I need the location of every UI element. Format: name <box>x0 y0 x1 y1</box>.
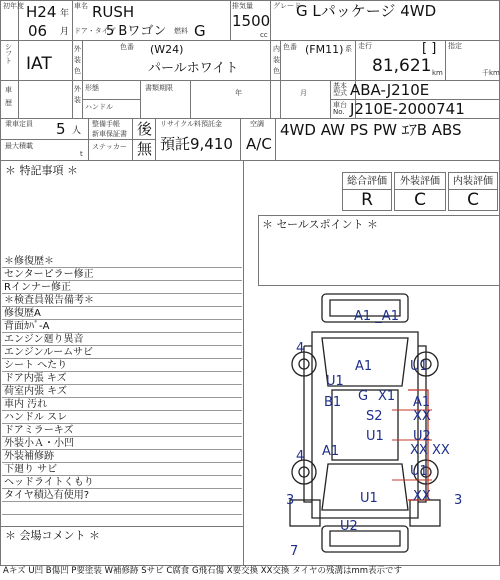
sticker-none: 無 <box>137 140 153 158</box>
max-load-label: 最大積載 <box>5 142 33 150</box>
tire-tread-mark: 4 <box>296 341 305 356</box>
mileage-label: 走行 <box>358 42 372 50</box>
note-line: 荷室内張 キズ <box>2 385 242 398</box>
shift-value: IAT <box>26 54 52 74</box>
note-line: ハンドル スレ <box>2 411 242 424</box>
expiry-month-unit: 月 <box>300 89 307 97</box>
aircon-label: 空調 <box>250 120 264 128</box>
note-line: 下廻り サビ <box>2 463 242 476</box>
shift-label: シフト <box>5 43 12 65</box>
color-name: パールホワイト <box>148 61 239 76</box>
mileage-value: 81,621 <box>372 56 432 76</box>
damage-mark: A1 <box>355 359 373 374</box>
damage-mark: U2 <box>413 429 431 444</box>
legend: Aキズ U凹 B傷凹 P要塗装 W補修跡 Sサビ C腐食 G飛石傷 X要交換 XX交換 タイヤの残溝はmm表示です <box>3 566 403 576</box>
note-line: タイヤ積込有使用? <box>2 489 242 502</box>
damage-mark: S2 <box>366 409 383 424</box>
note-line: エンジン廻り異音 <box>2 333 242 346</box>
inspection-title: ＊検査員報告備考＊ <box>2 294 242 307</box>
fuel-label: 燃料 <box>174 27 188 35</box>
capacity-label: 乗車定員 <box>5 120 33 128</box>
note-line: ヘッドライトくもり <box>2 476 242 489</box>
repair-history-title: ＊修復歴＊ <box>2 255 242 268</box>
note-line: Rインナー修正 <box>2 281 242 294</box>
note-line: ドア内張 キズ <box>2 372 242 385</box>
note-line: ドアミラーキズ <box>2 424 242 437</box>
int-color-label: 内装色 <box>273 45 280 76</box>
displacement-unit: cc <box>260 31 268 39</box>
note-line: 外装補修跡 <box>2 450 242 463</box>
note-line: 修復歴A <box>2 307 242 320</box>
damage-mark: U1 <box>410 359 428 374</box>
damage-mark: A1 <box>413 395 431 410</box>
exterior-eval-label: 外装評価 <box>394 172 446 190</box>
damage-mark: U1 <box>360 491 378 506</box>
color-number-label: 色番 <box>120 43 134 51</box>
exterior-eval-value: C <box>394 189 446 211</box>
damage-mark: U1 <box>366 429 384 444</box>
year-value: H24 <box>26 3 57 21</box>
history-label: 車歴 <box>5 86 12 107</box>
damage-mark: XX <box>410 443 428 458</box>
warranty-label: 新車保証書 <box>92 130 127 138</box>
interior-eval-value: C <box>448 189 498 211</box>
tire-tread-mark: 3 <box>286 493 295 508</box>
damage-mark: X1 <box>378 389 396 404</box>
capacity-unit: 人 <box>72 126 82 136</box>
manual-rear: 後 <box>137 120 153 138</box>
note-line: 車内 汚れ <box>2 398 242 411</box>
max-load-unit: t <box>80 150 83 158</box>
door-label: ドア・タイプ <box>74 27 116 35</box>
special-notes-title: ＊ 特記事項 ＊ <box>5 164 78 177</box>
manual-label: 整備手帳 <box>92 120 120 128</box>
overall-eval-value: R <box>342 189 392 211</box>
car-name: RUSH <box>92 3 135 21</box>
displacement-value: 1500 <box>232 12 271 30</box>
int-color-suffix: 系 <box>345 45 352 53</box>
int-color-number-label: 色番 <box>283 43 297 51</box>
auction-comment-title: ＊ 会場コメント ＊ <box>5 529 100 542</box>
year-unit: 年 <box>60 9 70 19</box>
damage-mark: G <box>358 389 369 404</box>
damage-mark: U1 <box>410 464 428 479</box>
recycle-value: 預託9,410 <box>160 135 233 153</box>
equipment-list: 4WD AW PS PW ｴｱB ABS <box>280 121 462 139</box>
sticker-label: ステッカー <box>92 143 127 151</box>
note-line: 外装小Ａ・小凹 <box>2 437 242 450</box>
chassis-value: J210E-2000741 <box>350 100 465 118</box>
damage-mark: XX <box>413 489 431 504</box>
door-type: 5 Bワゴン <box>106 24 167 39</box>
damage-mark: U1 <box>326 374 344 389</box>
tire-tread-mark: 7 <box>290 544 299 559</box>
month-unit: 月 <box>60 27 70 37</box>
capacity-value: 5 <box>56 120 66 138</box>
fuel-value: G <box>194 22 206 40</box>
vehicle-condition-diagram <box>282 290 500 562</box>
sales-point-title: ＊ セールスポイント ＊ <box>262 218 379 231</box>
document-expiry-label: 書類期限 <box>145 84 173 92</box>
note-line: エンジンルームサビ <box>2 346 242 359</box>
damage-mark: A1 <box>322 444 340 459</box>
int-color-code: (FM11) <box>305 43 344 56</box>
handle-label: ハンドル <box>85 103 113 111</box>
note-line: 背面ｶﾊﾞ-A <box>2 320 242 333</box>
expiry-year-unit: 年 <box>235 89 242 97</box>
note-line: シート へたり <box>2 359 242 372</box>
model-label: 基本型式 <box>333 82 347 97</box>
overall-eval-label: 総合評価 <box>342 172 392 190</box>
aircon-value: A/C <box>246 135 272 153</box>
damage-mark: A1 _A1 <box>354 309 399 324</box>
damage-mark: U2 <box>340 519 358 534</box>
color-code: (W24) <box>150 43 184 56</box>
mileage-unit: km <box>432 69 443 77</box>
ext-color-label: 外装色 <box>74 45 81 76</box>
grade-label: グレード <box>273 2 301 10</box>
damage-mark: XX <box>432 443 450 458</box>
name-label: 車名 <box>74 2 88 10</box>
damage-mark: B1 <box>324 395 342 410</box>
month-value: 06 <box>28 22 48 40</box>
recycle-label: リサイクル料預託金 <box>160 120 223 128</box>
tire-tread-mark: 4 <box>296 449 305 464</box>
note-line-empty <box>2 502 242 515</box>
form-label: 形態 <box>85 84 99 92</box>
interior-eval-label: 内装評価 <box>448 172 498 190</box>
mileage-unit-thousand: 千km <box>482 69 500 77</box>
note-line: センターピラー修正 <box>2 268 242 281</box>
damage-mark: XX <box>413 409 431 424</box>
year-label: 初年度 <box>3 2 24 10</box>
model-value: ABA-J210E <box>350 81 430 99</box>
displacement-label: 排気量 <box>232 2 253 10</box>
outside-label: 外装 <box>74 85 81 105</box>
bracket: [ ] <box>422 41 437 56</box>
chassis-label: 車台No. <box>333 101 347 116</box>
grade-value: G Lパッケージ 4WD <box>296 2 437 20</box>
designation-label: 指定 <box>448 42 462 50</box>
tire-tread-mark: 3 <box>454 493 463 508</box>
